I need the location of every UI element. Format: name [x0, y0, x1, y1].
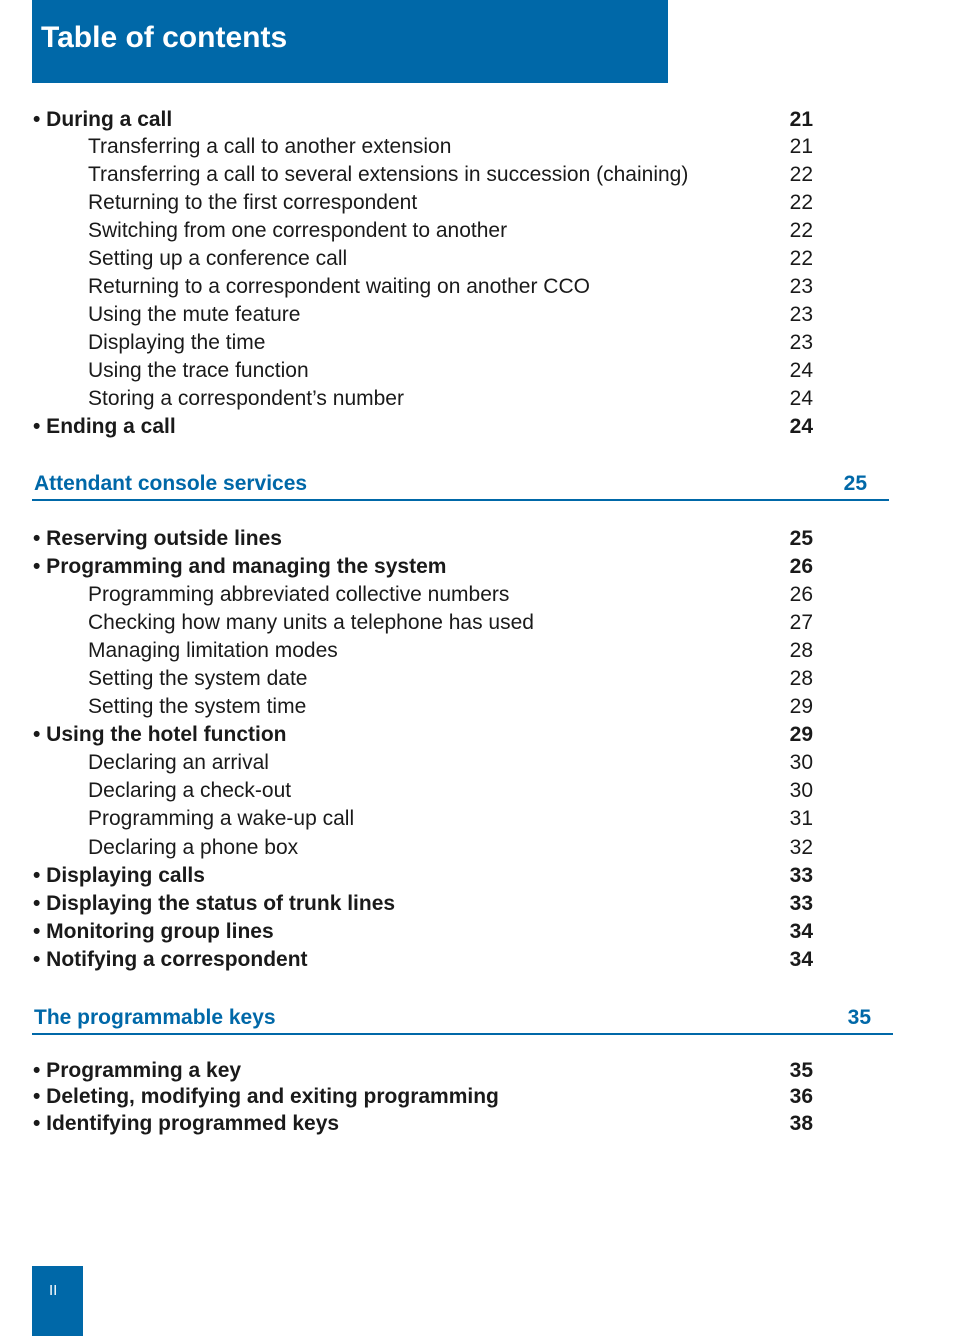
section-heading-label: Attendant console services: [34, 472, 308, 495]
toc-entry-page: 35: [789, 1059, 813, 1082]
toc-entry[interactable]: [0, 890, 954, 918]
toc-subentry-page: 29: [789, 695, 813, 718]
toc-subentry[interactable]: [0, 357, 954, 385]
footer-page-tab: [32, 1266, 83, 1336]
toc-subentry-page: 24: [789, 359, 813, 382]
page-number: II: [49, 1282, 58, 1299]
toc-subentry[interactable]: [0, 133, 954, 161]
toc-subentry-page: 26: [789, 583, 813, 606]
toc-entry-label: • Reserving outside lines: [33, 527, 282, 550]
toc-entry-label: • Displaying calls: [33, 864, 205, 887]
toc-subentry-page: 30: [789, 751, 813, 774]
toc-subentry-page: 24: [789, 387, 813, 410]
toc-entry-page: 25: [789, 527, 813, 550]
toc-entry[interactable]: [0, 862, 954, 890]
toc-entry-page: 26: [789, 555, 813, 578]
toc-entry-label: • Monitoring group lines: [33, 920, 274, 943]
toc-subentry-page: 23: [789, 331, 813, 354]
toc-subentry-page: 30: [789, 779, 813, 802]
toc-subentry[interactable]: [0, 161, 954, 189]
header-band: [32, 0, 668, 83]
toc-subentry[interactable]: [0, 329, 954, 357]
toc-entry[interactable]: [0, 106, 954, 134]
toc-entry-label: • Programming and managing the system: [33, 555, 447, 578]
toc-subentry-page: 21: [789, 135, 813, 158]
toc-entry-label: • Notifying a correspondent: [33, 948, 308, 971]
toc-subentry[interactable]: [0, 805, 954, 833]
section-heading-attendant-console[interactable]: [32, 469, 889, 501]
toc-subentry[interactable]: [0, 637, 954, 665]
toc-entry[interactable]: [0, 946, 954, 974]
toc-entry-label: • Using the hotel function: [33, 723, 287, 746]
toc-entry-page: 34: [789, 948, 813, 971]
page-title: Table of contents: [41, 21, 288, 54]
toc-subentry-page: 28: [789, 639, 813, 662]
toc-subentry-label: Setting the system date: [88, 667, 308, 690]
toc-subentry-label: Declaring a phone box: [88, 836, 299, 859]
section-heading-page: 25: [843, 472, 867, 495]
toc-subentry-page: 22: [789, 247, 813, 270]
toc-subentry[interactable]: [0, 665, 954, 693]
toc-entry-page: 24: [789, 415, 813, 438]
toc-subentry-label: Checking how many units a telephone has used: [88, 611, 534, 634]
toc-subentry-label: Returning to the first correspondent: [88, 191, 418, 214]
toc-subentry-page: 23: [789, 275, 813, 298]
toc-subentry[interactable]: [0, 245, 954, 273]
toc-entry-page: 33: [789, 892, 813, 915]
toc-entry[interactable]: [0, 553, 954, 581]
toc-subentry-page: 28: [789, 667, 813, 690]
toc-subentry-page: 22: [789, 163, 813, 186]
toc-subentry-page: 22: [789, 219, 813, 242]
toc-subentry[interactable]: [0, 301, 954, 329]
toc-entry-page: 38: [789, 1112, 813, 1135]
toc-entry-label: • Deleting, modifying and exiting programming: [33, 1085, 499, 1108]
toc-subentry[interactable]: [0, 217, 954, 245]
section-heading-page: 35: [847, 1006, 871, 1029]
toc-subentry-label: Using the mute feature: [88, 303, 301, 326]
toc-subentry[interactable]: [0, 189, 954, 217]
toc-subentry[interactable]: [0, 693, 954, 721]
toc-entry-page: 33: [789, 864, 813, 887]
toc-entry-label: • Programming a key: [33, 1059, 242, 1082]
toc-subentry-label: Using the trace function: [88, 359, 309, 382]
section-heading-programmable-keys[interactable]: [32, 1003, 893, 1035]
toc-subentry-page: 31: [789, 807, 813, 830]
toc-subentry[interactable]: [0, 777, 954, 805]
toc-subentry[interactable]: [0, 609, 954, 637]
toc-subentry-label: Storing a correspondent’s number: [88, 387, 404, 410]
toc-entry-page: 29: [789, 723, 813, 746]
toc-subentry[interactable]: [0, 581, 954, 609]
toc-subentry-page: 22: [789, 191, 813, 214]
toc-subentry-label: Programming a wake-up call: [88, 807, 355, 830]
toc-entry[interactable]: [0, 525, 954, 553]
toc-subentry-label: Programming abbreviated collective numbers: [88, 583, 510, 606]
toc-subentry[interactable]: [0, 273, 954, 301]
toc-subentry-label: Returning to a correspondent waiting on another CCO: [88, 275, 590, 298]
section-heading-label: The programmable keys: [34, 1006, 276, 1029]
toc-entry[interactable]: [0, 1083, 954, 1111]
toc-subentry-label: Displaying the time: [88, 331, 266, 354]
toc-subentry[interactable]: [0, 749, 954, 777]
toc-subentry-page: 23: [789, 303, 813, 326]
toc-entry-label: • Ending a call: [33, 415, 176, 438]
toc-subentry-label: Declaring a check-out: [88, 779, 292, 802]
toc-subentry[interactable]: [0, 385, 954, 413]
toc-entry[interactable]: [0, 918, 954, 946]
toc-entry-label: • During a call: [33, 108, 173, 131]
toc-subentry-label: Setting the system time: [88, 695, 307, 718]
toc-subentry-page: 27: [789, 611, 813, 634]
toc-entry-page: 34: [789, 920, 813, 943]
toc-subentry-label: Declaring an arrival: [88, 751, 269, 774]
toc-subentry-label: Managing limitation modes: [88, 639, 338, 662]
toc-subentry-label: Transferring a call to several extensions in succession (chaining): [88, 163, 689, 186]
toc-subentry[interactable]: [0, 834, 954, 862]
toc-subentry-label: Setting up a conference call: [88, 247, 348, 270]
toc-subentry-page: 32: [789, 836, 813, 859]
toc-entry-label: • Identifying programmed keys: [33, 1112, 340, 1135]
toc-entry[interactable]: [0, 1110, 954, 1138]
toc-entry[interactable]: [0, 721, 954, 749]
toc-subentry-label: Switching from one correspondent to another: [88, 219, 508, 242]
toc-entry-label: • Displaying the status of trunk lines: [33, 892, 396, 915]
toc-entry[interactable]: [0, 413, 954, 441]
toc-entry-page: 21: [789, 108, 813, 131]
toc-entry-page: 36: [789, 1085, 813, 1108]
toc-subentry-label: Transferring a call to another extension: [88, 135, 452, 158]
toc-entry[interactable]: [0, 1057, 954, 1085]
